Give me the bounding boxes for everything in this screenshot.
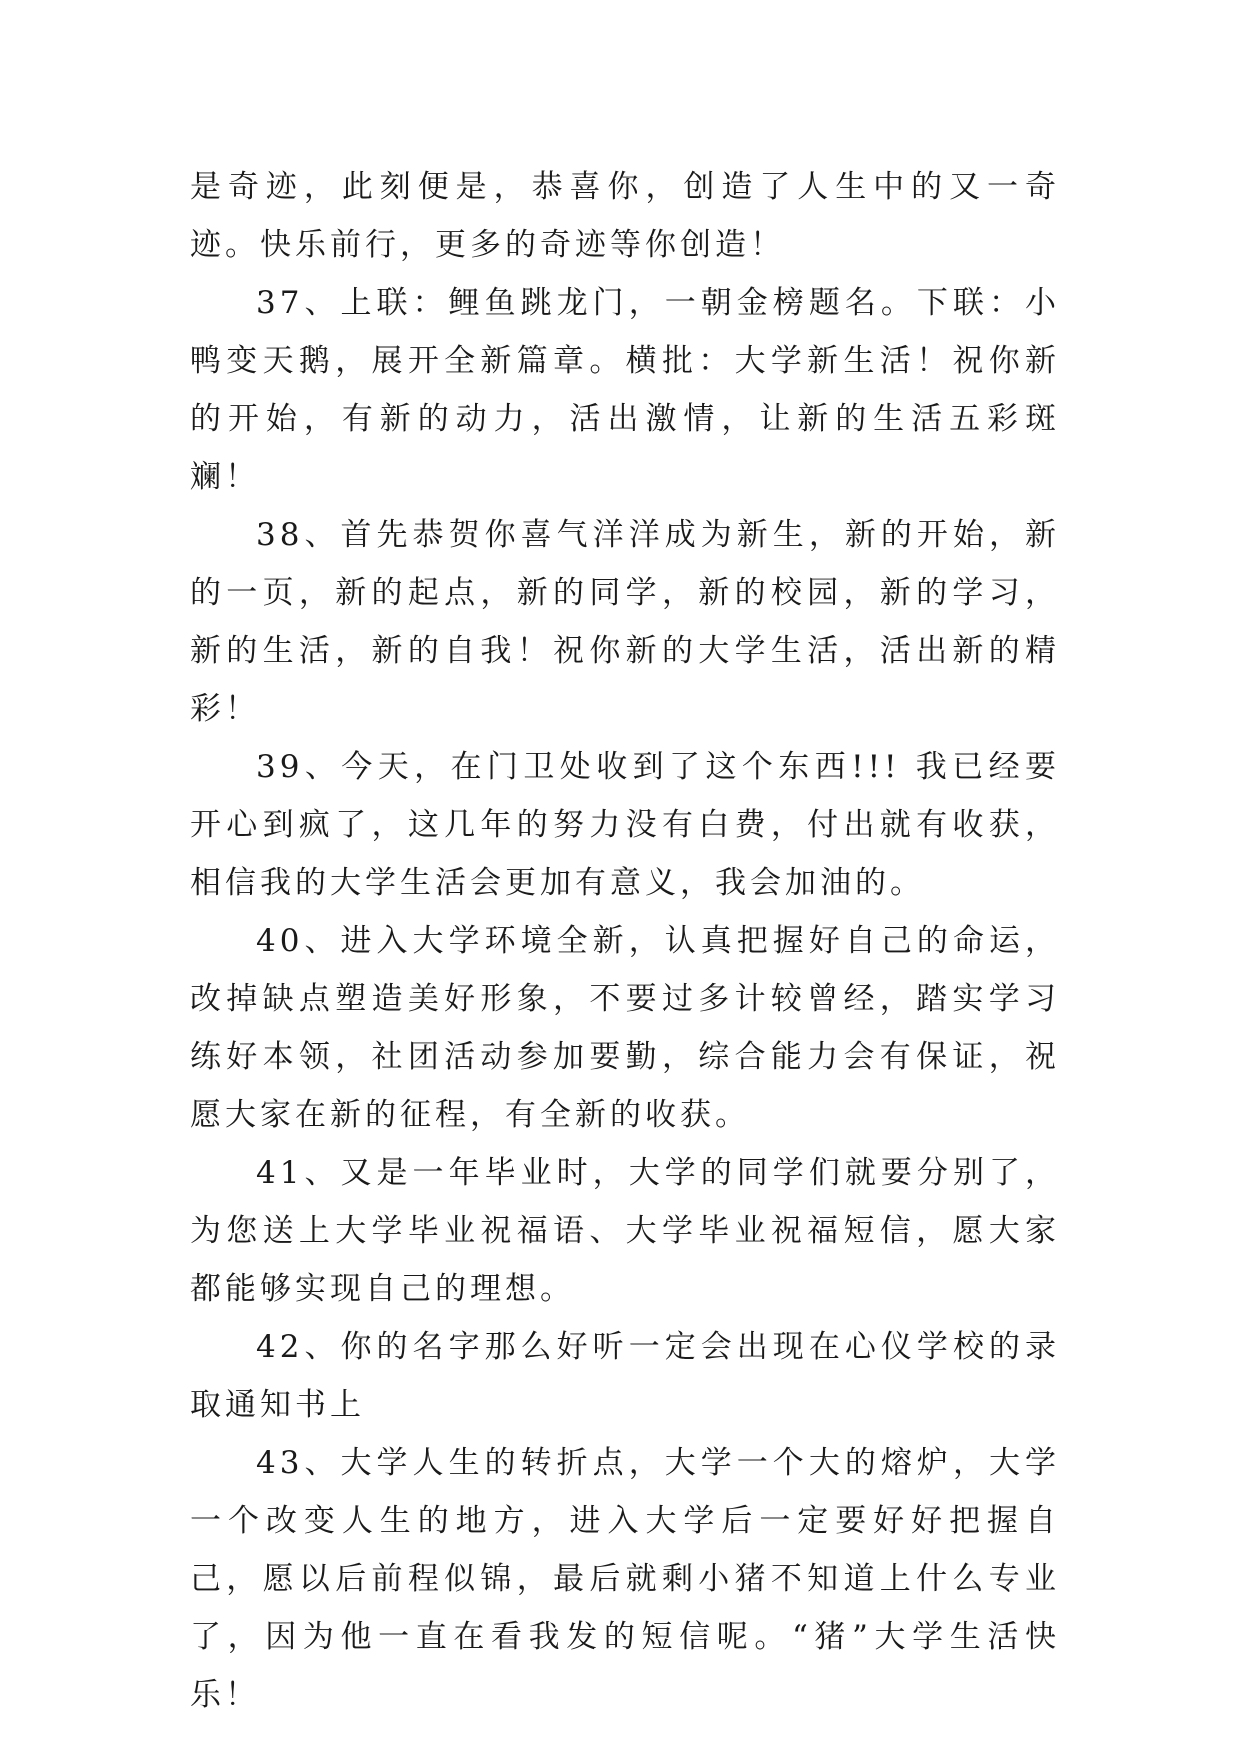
document-body xyxy=(190,158,1060,1724)
paragraph-41: 41、又是一年毕业时，大学的同学们就要分别了，为您送上大学毕业祝福语、大学毕业祝福短信，愿大家都能够实现自己的理想。 xyxy=(190,1155,1060,1307)
paragraph-38: 38、首先恭贺你喜气洋洋成为新生，新的开始，新的一页，新的起点，新的同学，新的校园，新的学习，新的生活，新的自我！祝你新的大学生活，活出新的精彩！ xyxy=(190,517,1060,727)
paragraph-40: 40、进入大学环境全新，认真把握好自己的命运，改掉缺点塑造美好形象，不要过多计较曾经，踏实学习练好本领，社团活动参加要勤，综合能力会有保证，祝愿大家在新的征程，有全新的收获。 xyxy=(190,923,1060,1133)
paragraph-42: 42、你的名字那么好听一定会出现在心仪学校的录取通知书上 xyxy=(190,1329,1060,1423)
paragraph-continued: 是奇迹，此刻便是，恭喜你，创造了人生中的又一奇迹。快乐前行，更多的奇迹等你创造！ xyxy=(190,169,1060,263)
paragraph-43: 43、大学人生的转折点，大学一个大的熔炉，大学一个改变人生的地方，进入大学后一定要好好把握自己，愿以后前程似锦，最后就剩小猪不知道上什么专业了，因为他一直在看我发的短信呢。“猪”大学生活快乐！ xyxy=(190,1445,1060,1713)
paragraph-37: 37、上联：鲤鱼跳龙门，一朝金榜题名。下联：小鸭变天鹅，展开全新篇章。横批：大学新生活！祝你新的开始，有新的动力，活出激情，让新的生活五彩斑斓！ xyxy=(190,285,1060,495)
paragraph-39: 39、今天，在门卫处收到了这个东西!!! 我已经要开心到疯了，这几年的努力没有白费，付出就有收获，相信我的大学生活会更加有意义，我会加油的。 xyxy=(190,749,1060,901)
